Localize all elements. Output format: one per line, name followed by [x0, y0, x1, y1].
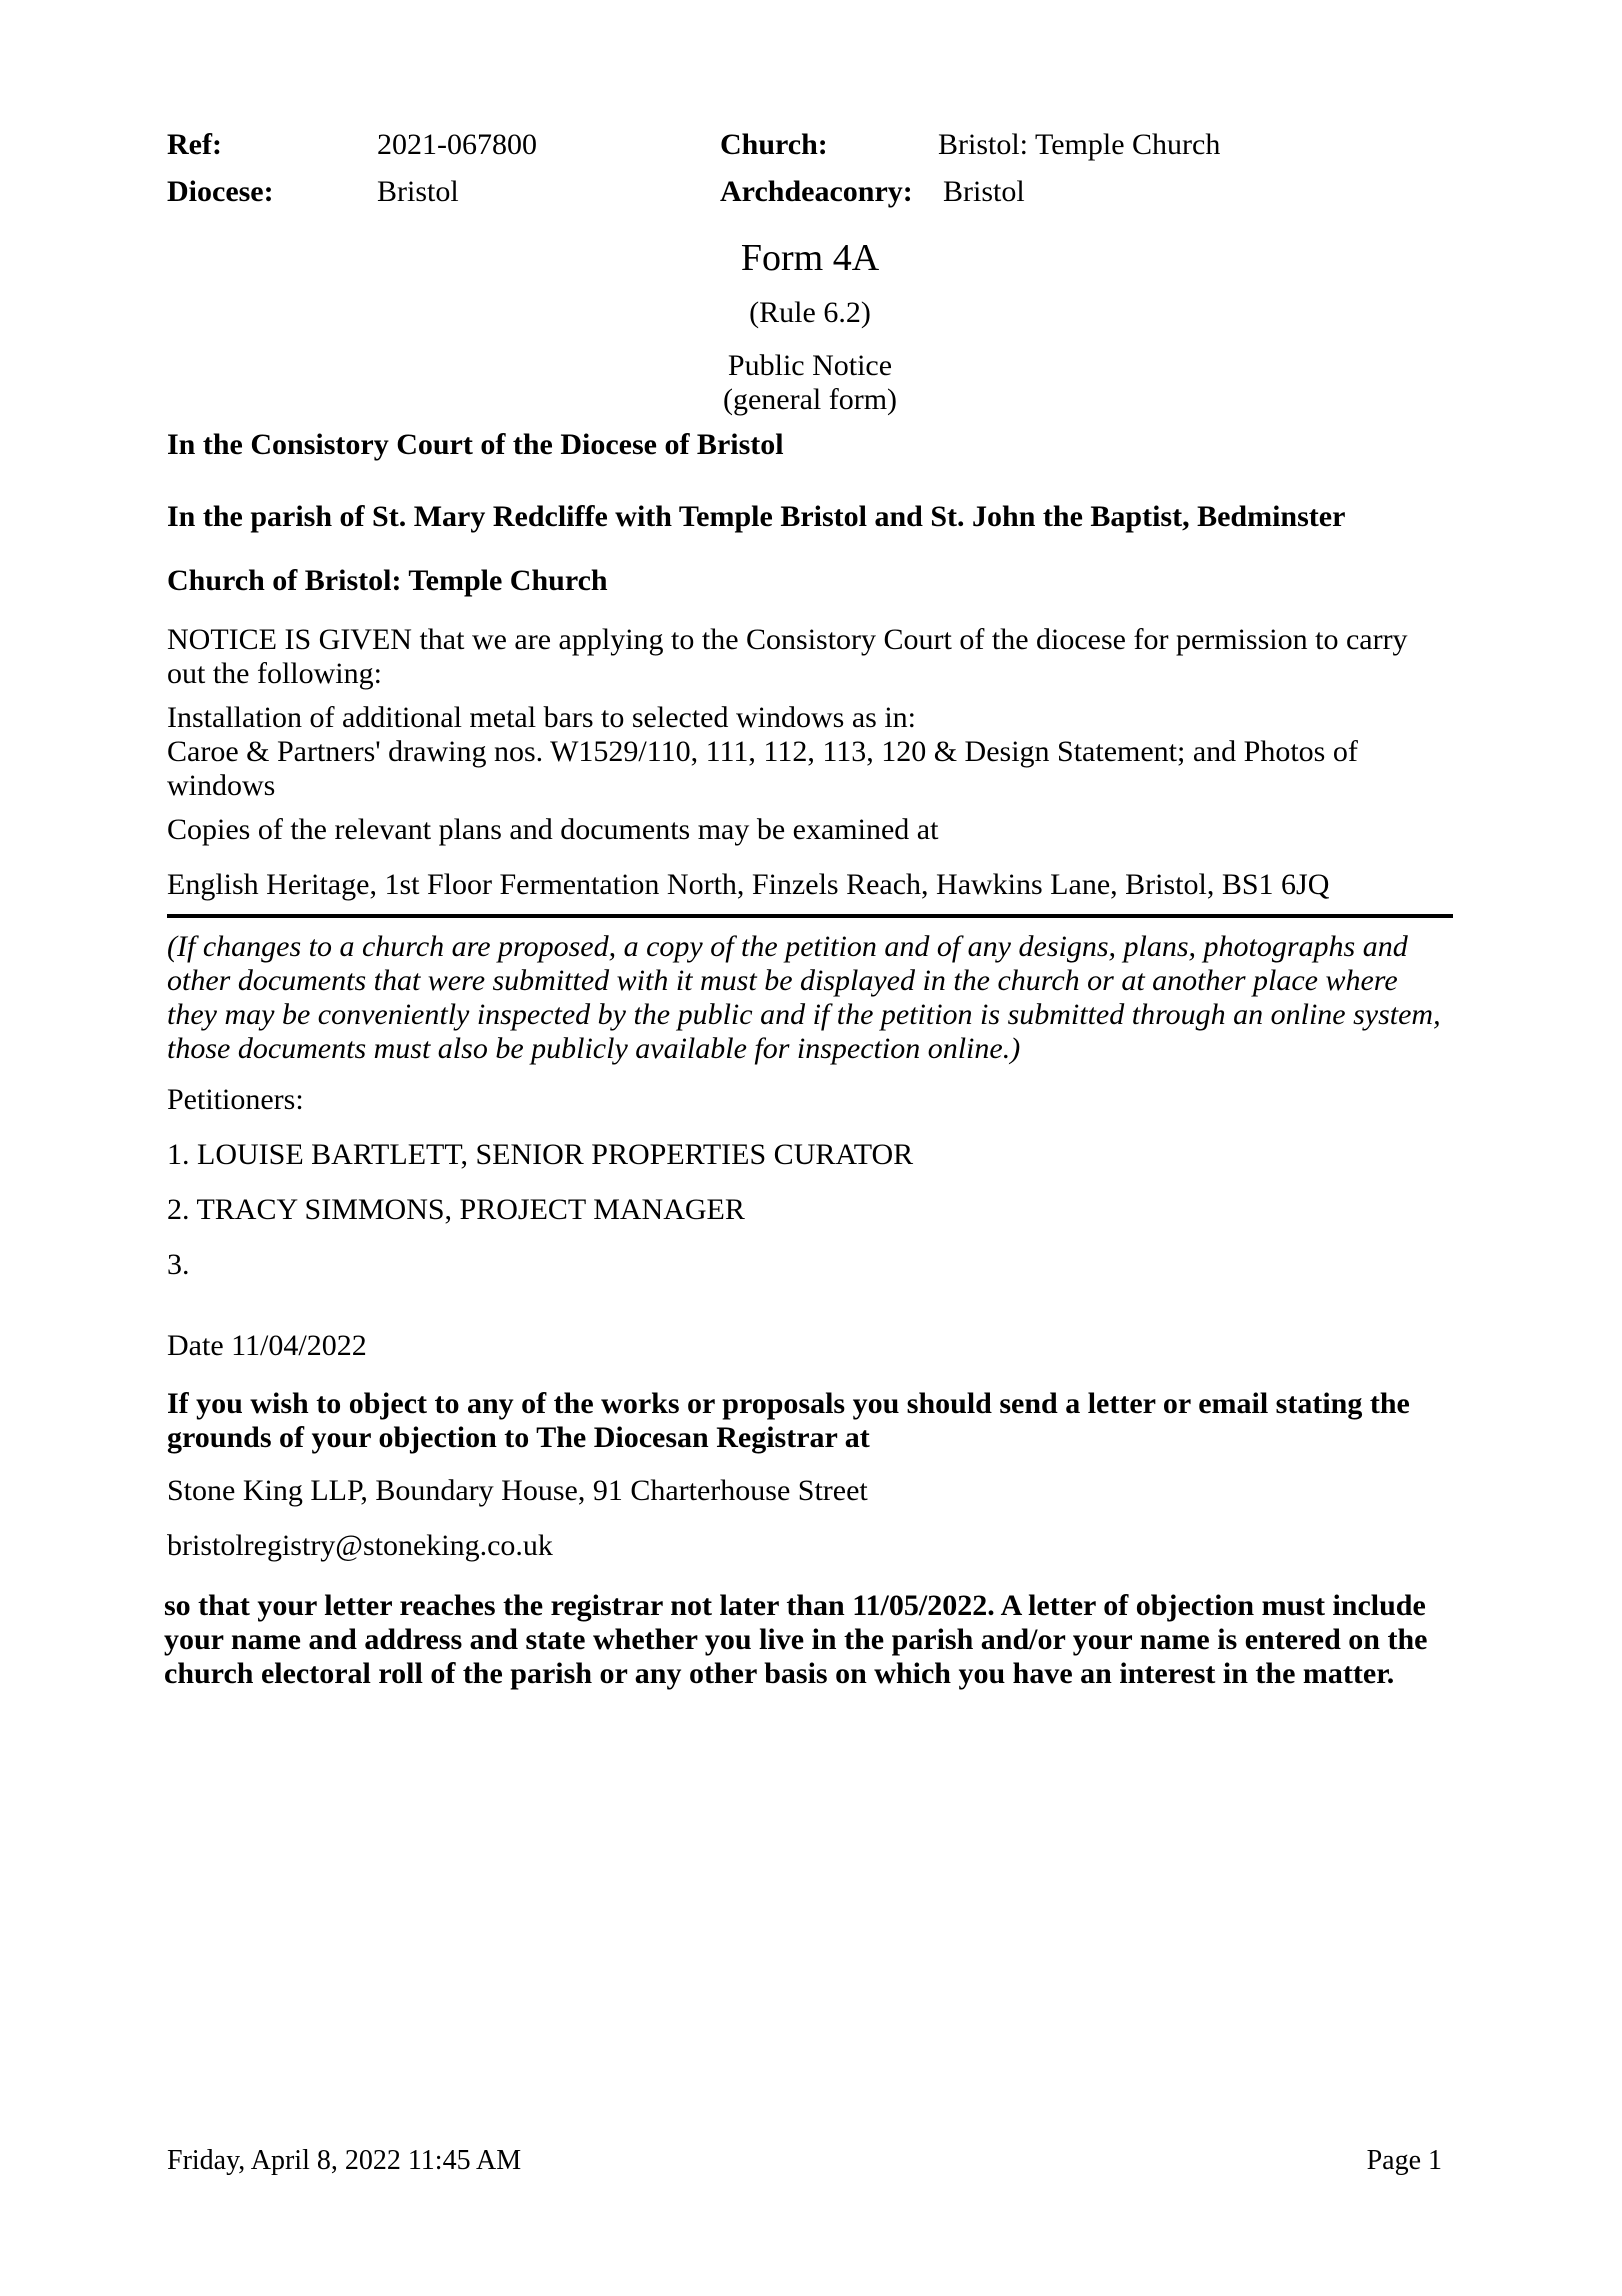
petitioners-label: Petitioners: [167, 1083, 304, 1116]
deadline-line3: church electoral roll of the parish or any other basis on which you have an interest in the matter. [164, 1657, 1395, 1690]
guidance-line4: those documents must also be publicly available for inspection online.) [167, 1032, 1021, 1065]
deadline-line2: your name and address and state whether you live in the parish and/or your name is entered on the [164, 1623, 1428, 1656]
form-rule: (Rule 6.2) [749, 296, 871, 329]
church-label: Church: [720, 128, 828, 161]
guidance-line2: other documents that were submitted with it must be displayed in the church or at another place where [167, 964, 1398, 997]
notice-type-line1: Public Notice [727, 349, 893, 382]
petitioner-item: 2. TRACY SIMMONS, PROJECT MANAGER [167, 1193, 745, 1226]
archdeaconry-label: Archdeaconry: [720, 175, 913, 208]
court-heading: In the Consistory Court of the Diocese of Bristol [167, 428, 784, 461]
guidance-line1: (If changes to a church are proposed, a copy of the petition and of any designs, plans, photographs and [167, 930, 1408, 963]
notice-line2: out the following: [167, 657, 382, 690]
ref-label: Ref: [167, 128, 222, 161]
divider-rule [167, 914, 1453, 918]
objection-line2: grounds of your objection to The Diocesan Registrar at [167, 1421, 870, 1454]
notice-line1: NOTICE IS GIVEN that we are applying to the Consistory Court of the diocese for permission to carry [167, 623, 1408, 656]
petitioner-item: 3. [167, 1248, 190, 1281]
guidance-line3: they may be conveniently inspected by the public and if the petition is submitted through an online system, [167, 998, 1441, 1031]
registrar-address: Stone King LLP, Boundary House, 91 Charterhouse Street [167, 1474, 868, 1507]
works-line3: windows [167, 769, 276, 802]
petitioner-item: 1. LOUISE BARTLETT, SENIOR PROPERTIES CURATOR [167, 1138, 914, 1171]
works-line2: Caroe & Partners' drawing nos. W1529/110, 111, 112, 113, 120 & Design Statement; and Photos of [167, 735, 1358, 768]
notice-date: Date 11/04/2022 [167, 1329, 367, 1362]
parish-heading: In the parish of St. Mary Redcliffe with Temple Bristol and St. John the Baptist, Bedminster [167, 500, 1346, 533]
examination-location: English Heritage, 1st Floor Fermentation North, Finzels Reach, Hawkins Lane, Bristol, BS1 6JQ [167, 868, 1330, 901]
registrar-email: bristolregistry@stoneking.co.uk [167, 1529, 553, 1562]
church-value: Bristol: Temple Church [938, 128, 1221, 161]
church-heading: Church of Bristol: Temple Church [167, 564, 608, 597]
copies-text: Copies of the relevant plans and documents may be examined at [167, 813, 939, 846]
works-line1: Installation of additional metal bars to selected windows as in: [167, 701, 916, 734]
objection-line1: If you wish to object to any of the works or proposals you should send a letter or email stating the [167, 1387, 1410, 1420]
archdeaconry-value: Bristol [943, 175, 1025, 208]
footer-timestamp: Friday, April 8, 2022 11:45 AM [167, 2145, 522, 2176]
deadline-line1: so that your letter reaches the registrar not later than 11/05/2022. A letter of objection must include [164, 1589, 1426, 1622]
ref-value: 2021-067800 [377, 128, 537, 161]
notice-type-line2: (general form) [722, 383, 898, 416]
diocese-value: Bristol [377, 175, 459, 208]
footer-page-number: Page 1 [1366, 2145, 1442, 2176]
form-title: Form 4A [740, 237, 880, 279]
diocese-label: Diocese: [167, 175, 274, 208]
